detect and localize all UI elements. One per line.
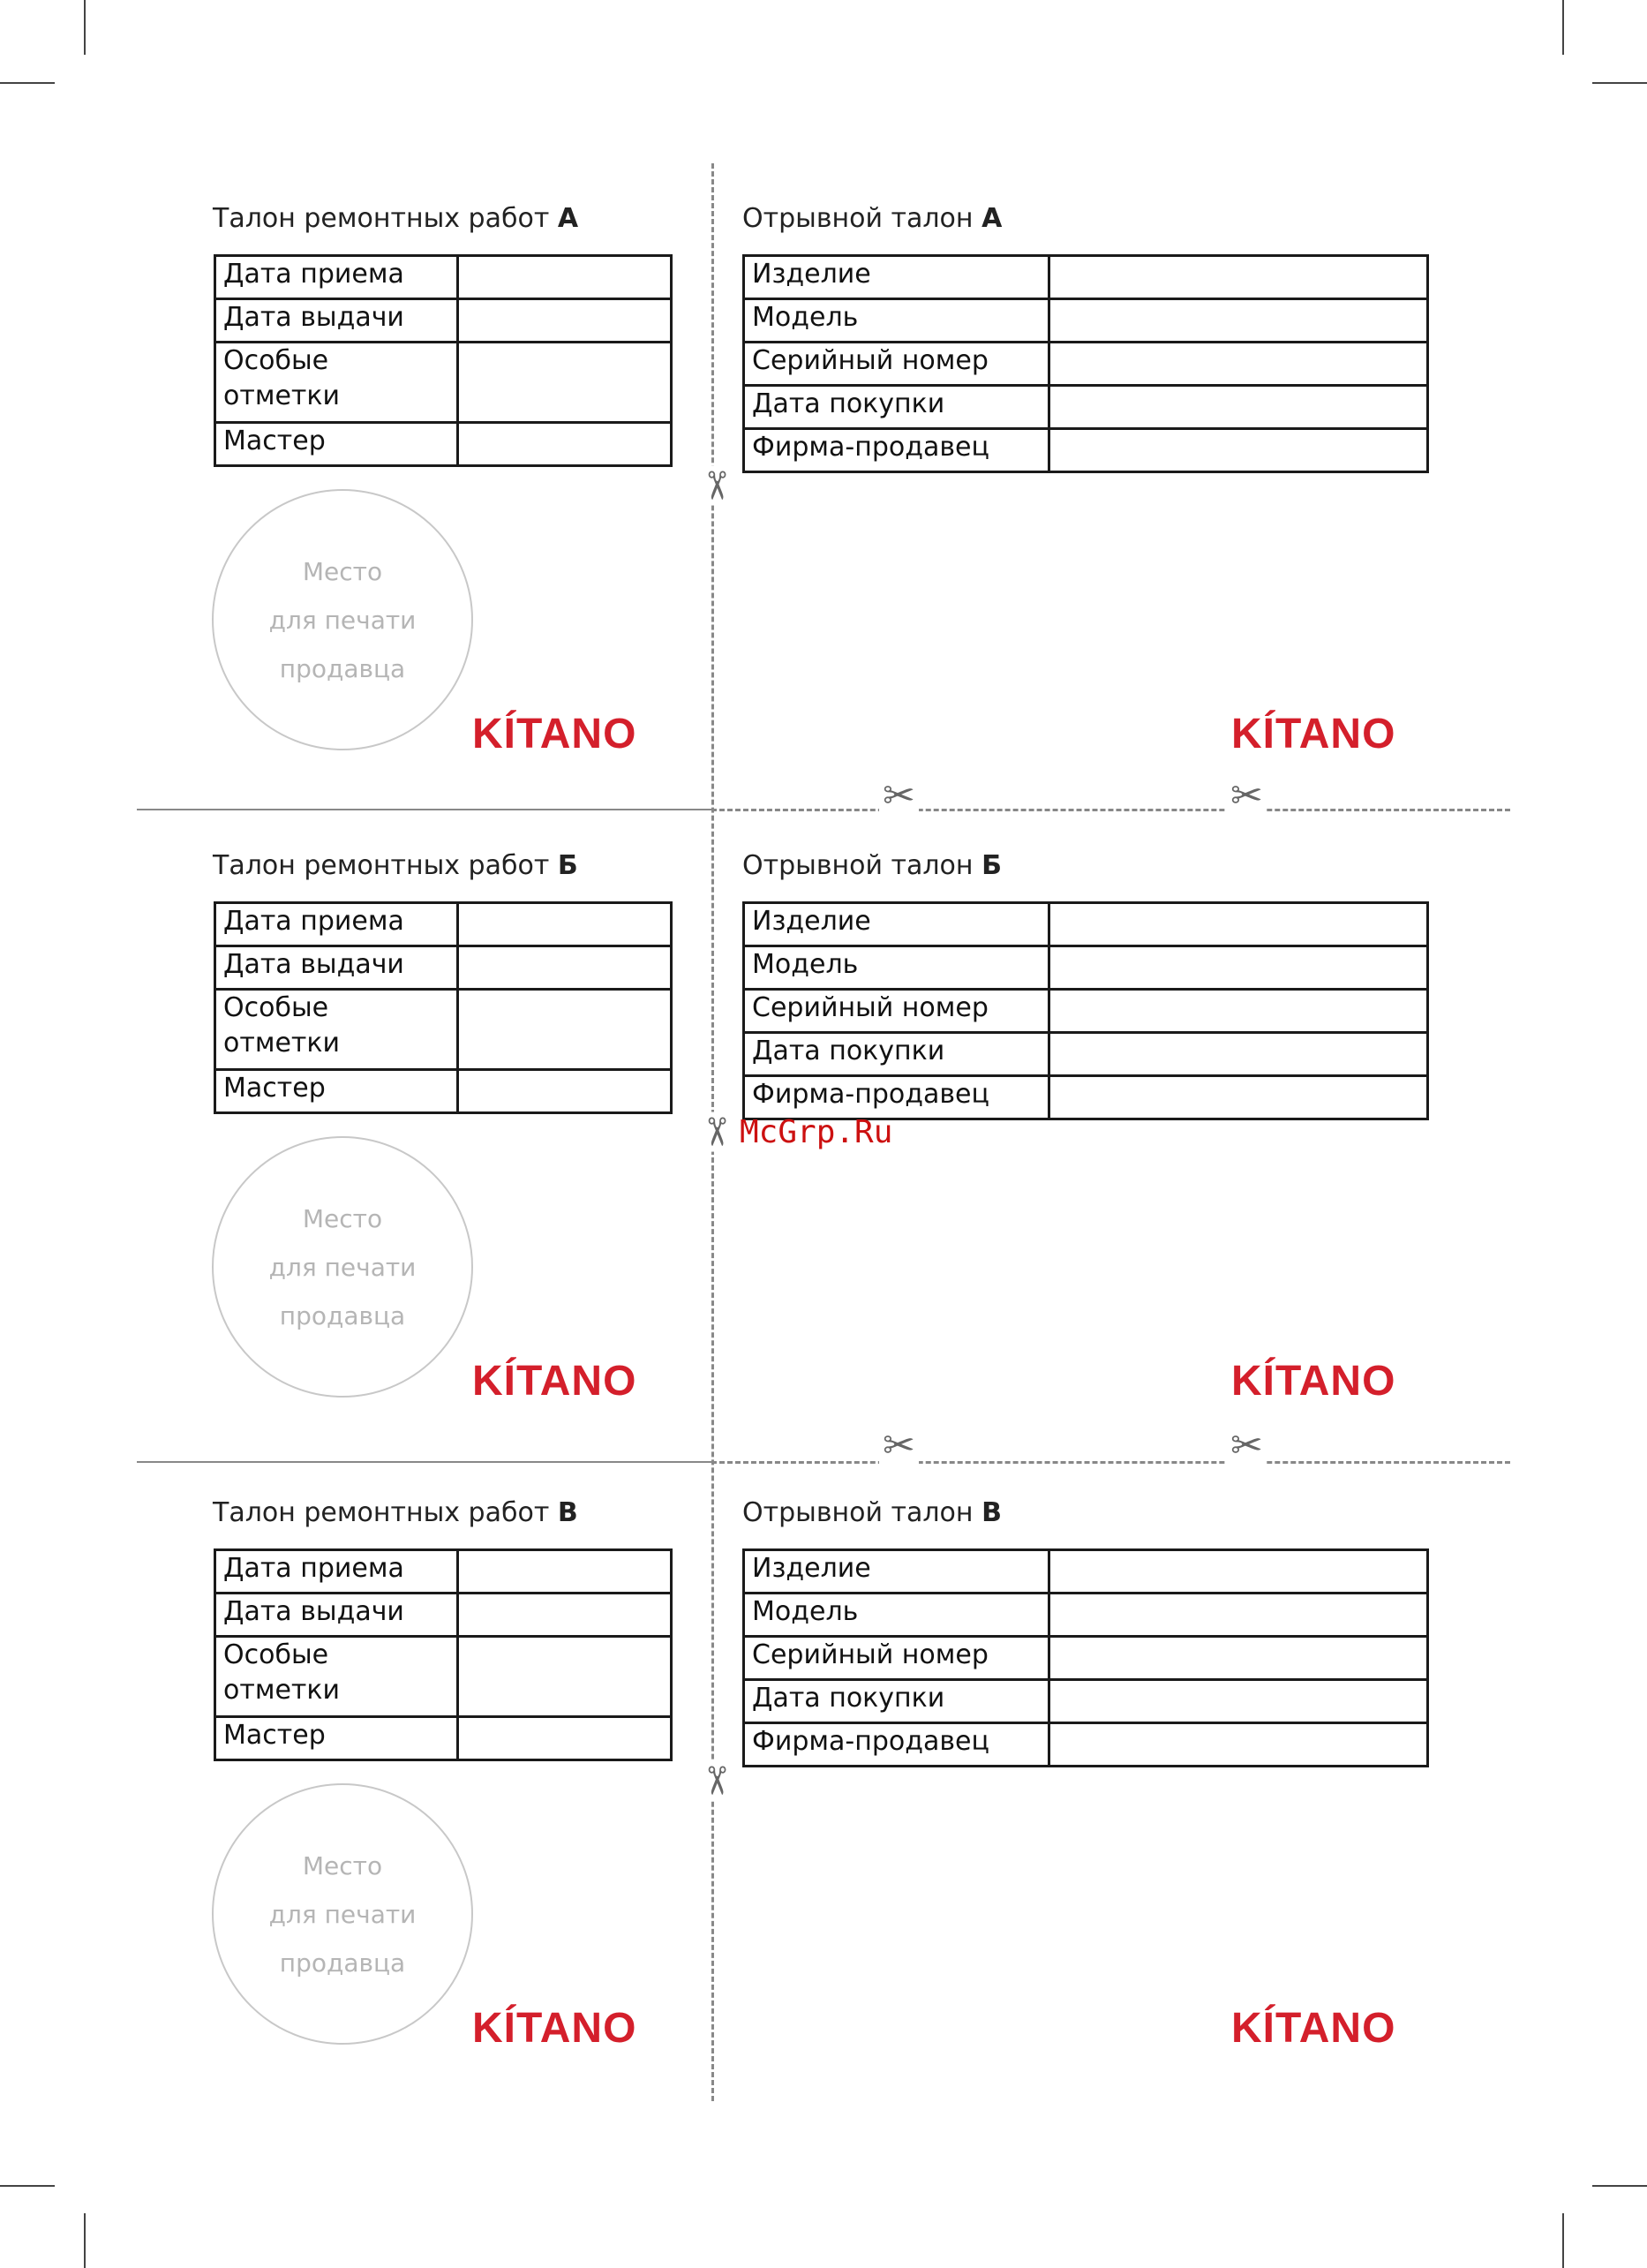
row-value-field[interactable]: [458, 1550, 672, 1594]
stamp-text: для печати: [268, 1899, 417, 1929]
table-row: [215, 990, 672, 1070]
scissors-icon: ✂: [696, 1761, 734, 1801]
watermark: McGrp.Ru: [740, 1114, 893, 1150]
kitano-logo: KÍTANO: [472, 1358, 637, 1405]
stamp-text: для печати: [268, 1252, 417, 1282]
table-row: [744, 1723, 1428, 1767]
title-text: Отрывной талон: [742, 850, 974, 881]
row-value-field[interactable]: [1049, 903, 1428, 946]
row-label: Дата покупки: [744, 1033, 1049, 1076]
row-value-field[interactable]: [1049, 1076, 1428, 1119]
kitano-logo: KÍTANO: [472, 2005, 637, 2052]
row-value-field[interactable]: [1049, 1033, 1428, 1076]
row-label: Изделие: [744, 903, 1049, 946]
table-row: [744, 343, 1428, 386]
table-row: [744, 1550, 1428, 1594]
kitano-logo: KÍTANO: [1231, 2005, 1396, 2052]
detach-form-table: [742, 254, 1429, 473]
table-row: [744, 429, 1428, 472]
row-value-field[interactable]: [1049, 256, 1428, 299]
table-row: [744, 946, 1428, 990]
table-row: [744, 903, 1428, 946]
crop-mark: [1592, 2185, 1647, 2187]
table-row: [215, 903, 672, 946]
row-label: Модель: [744, 299, 1049, 343]
stamp-placeholder: [212, 1136, 473, 1398]
crop-mark: [84, 2213, 86, 2268]
stamp-text: Место: [302, 556, 383, 586]
table-row: [744, 1637, 1428, 1680]
stamp-text: продавца: [279, 1948, 406, 1978]
table-row: [215, 1637, 672, 1717]
row-label: Дата покупки: [744, 386, 1049, 429]
row-label: Мастер: [215, 1070, 458, 1113]
row-value-field[interactable]: [1049, 299, 1428, 343]
table-row: [215, 423, 672, 466]
row-label: Дата выдачи: [215, 946, 458, 990]
row-value-field[interactable]: [458, 423, 672, 466]
detach-form-table: [742, 901, 1429, 1120]
row-value-field[interactable]: [458, 299, 672, 343]
crop-mark: [1592, 82, 1647, 84]
row-value-field[interactable]: [1049, 946, 1428, 990]
row-label: Модель: [744, 946, 1049, 990]
row-label: Дата выдачи: [215, 1594, 458, 1637]
table-row: [215, 1070, 672, 1113]
row-label: Дата выдачи: [215, 299, 458, 343]
table-row: [744, 256, 1428, 299]
crop-mark: [0, 2185, 55, 2187]
stamp-text: для печати: [268, 605, 417, 635]
stamp-placeholder: [212, 1783, 473, 2045]
row-value-field[interactable]: [458, 343, 672, 423]
row-label: Серийный номер: [744, 343, 1049, 386]
table-row: [744, 1680, 1428, 1723]
scissors-icon: ✂: [696, 466, 734, 506]
row-value-field[interactable]: [1049, 343, 1428, 386]
detach-coupon-title: [742, 203, 1002, 234]
row-label: Серийный номер: [744, 990, 1049, 1033]
kitano-logo: KÍTANO: [1231, 1358, 1396, 1405]
scissors-icon: ✂: [879, 1427, 919, 1466]
row-label: Серийный номер: [744, 1637, 1049, 1680]
row-value-field[interactable]: [1049, 990, 1428, 1033]
row-value-field[interactable]: [458, 990, 672, 1070]
detach-form-table: [742, 1548, 1429, 1767]
row-value-field[interactable]: [1049, 386, 1428, 429]
row-label: Мастер: [215, 1717, 458, 1760]
coupon-letter: А: [557, 203, 579, 234]
coupon-section: [0, 203, 1647, 850]
scissors-icon: ✂: [696, 1112, 734, 1152]
scissors-icon: ✂: [1227, 1427, 1267, 1466]
table-row: [215, 299, 672, 343]
table-row: [215, 343, 672, 423]
row-value-field[interactable]: [458, 1070, 672, 1113]
row-value-field[interactable]: [458, 946, 672, 990]
row-label: Мастер: [215, 423, 458, 466]
title-text: Талон ремонтных работ: [213, 1497, 550, 1528]
coupon-letter: Б: [981, 850, 1002, 881]
table-row: [744, 1594, 1428, 1637]
row-value-field[interactable]: [458, 256, 672, 299]
row-label: Особые отметки: [215, 1637, 458, 1717]
coupon-section: [0, 1497, 1647, 2144]
detach-coupon-title: [742, 1497, 1002, 1528]
row-label: Изделие: [744, 1550, 1049, 1594]
detach-coupon-title: [742, 850, 1002, 881]
title-text: Талон ремонтных работ: [213, 203, 550, 234]
row-value-field[interactable]: [1049, 1550, 1428, 1594]
row-label: Дата приема: [215, 1550, 458, 1594]
title-text: Талон ремонтных работ: [213, 850, 550, 881]
title-text: Отрывной талон: [742, 1497, 974, 1528]
row-label: Особые отметки: [215, 343, 458, 423]
coupon-letter: В: [557, 1497, 578, 1528]
crop-mark: [1562, 0, 1564, 55]
crop-mark: [0, 82, 55, 84]
stamp-text: продавца: [279, 653, 406, 683]
row-label: Особые отметки: [215, 990, 458, 1070]
table-row: [744, 1076, 1428, 1119]
title-text: Отрывной талон: [742, 203, 974, 234]
coupon-letter: А: [981, 203, 1003, 234]
row-label: Дата приема: [215, 256, 458, 299]
crop-mark: [1562, 2213, 1564, 2268]
repair-coupon-title: [213, 850, 578, 881]
repair-form-table: [214, 901, 673, 1114]
stamp-text: Место: [302, 1203, 383, 1233]
repair-coupon-title: [213, 203, 578, 234]
row-value-field[interactable]: [458, 1637, 672, 1717]
stamp-placeholder: [212, 489, 473, 750]
row-value-field[interactable]: [1049, 1594, 1428, 1637]
row-label: Дата приема: [215, 903, 458, 946]
row-value-field[interactable]: [458, 1594, 672, 1637]
table-row: [744, 1033, 1428, 1076]
table-row: [215, 1550, 672, 1594]
crop-mark: [84, 0, 86, 55]
row-label: Модель: [744, 1594, 1049, 1637]
repair-form-table: [214, 1548, 673, 1761]
scissors-icon: ✂: [1227, 777, 1267, 816]
table-row: [744, 990, 1428, 1033]
stamp-text: продавца: [279, 1300, 406, 1330]
table-row: [215, 1594, 672, 1637]
table-row: [215, 256, 672, 299]
row-label: Изделие: [744, 256, 1049, 299]
repair-form-table: [214, 254, 673, 467]
row-label: Дата покупки: [744, 1680, 1049, 1723]
table-row: [215, 1717, 672, 1760]
scissors-icon: ✂: [879, 777, 919, 816]
table-row: [744, 386, 1428, 429]
coupon-section: [0, 850, 1647, 1497]
kitano-logo: KÍTANO: [472, 711, 637, 757]
table-row: [744, 299, 1428, 343]
coupon-letter: Б: [557, 850, 578, 881]
row-label: Фирма-продавец: [744, 429, 1049, 472]
row-label: Фирма-продавец: [744, 1723, 1049, 1767]
repair-coupon-title: [213, 1497, 578, 1528]
row-value-field[interactable]: [1049, 1637, 1428, 1680]
row-value-field[interactable]: [1049, 1680, 1428, 1723]
kitano-logo: KÍTANO: [1231, 711, 1396, 757]
table-row: [215, 946, 672, 990]
row-value-field[interactable]: [458, 1717, 672, 1760]
row-value-field[interactable]: [1049, 1723, 1428, 1767]
stamp-text: Место: [302, 1850, 383, 1880]
coupon-letter: В: [981, 1497, 1002, 1528]
row-label: Фирма-продавец: [744, 1076, 1049, 1119]
row-value-field[interactable]: [458, 903, 672, 946]
row-value-field[interactable]: [1049, 429, 1428, 472]
